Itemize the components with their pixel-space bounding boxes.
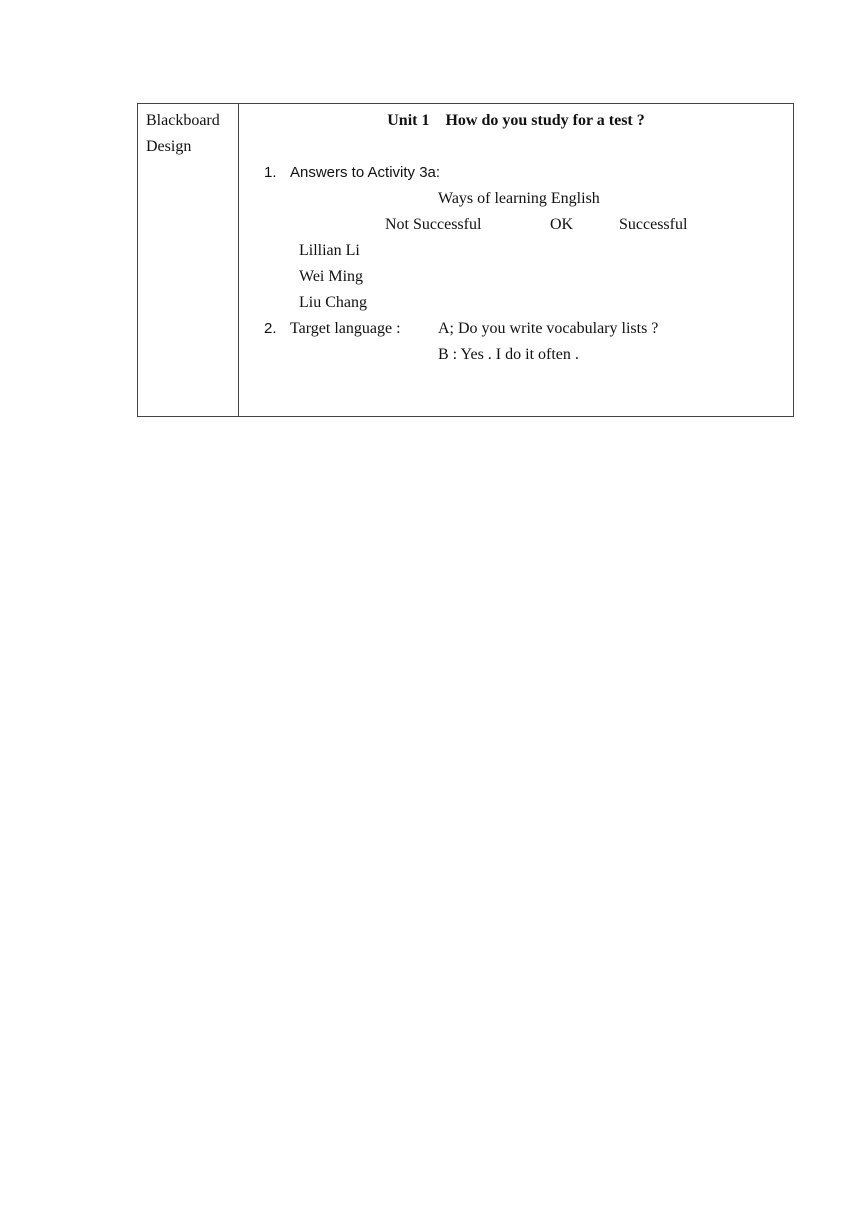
ways-of-learning-subtitle: Ways of learning English bbox=[438, 190, 600, 207]
column-not-successful: Not Successful bbox=[385, 216, 482, 233]
column-successful: Successful bbox=[619, 216, 688, 233]
unit-title: Unit 1 How do you study for a test ? bbox=[387, 112, 645, 129]
student-name: Lillian Li bbox=[299, 242, 360, 259]
board-content-cell bbox=[239, 104, 793, 416]
blackboard-design-table bbox=[137, 103, 794, 417]
row-label-line-1: Blackboard bbox=[146, 112, 220, 129]
dialogue-line-a: A; Do you write vocabulary lists ? bbox=[438, 320, 659, 337]
item-1-number: 1. bbox=[264, 164, 277, 181]
row-label-line-2: Design bbox=[146, 138, 192, 155]
target-language-label: Target language : bbox=[290, 320, 401, 337]
student-name: Liu Chang bbox=[299, 294, 367, 311]
column-ok: OK bbox=[550, 216, 574, 233]
item-1-text: Answers to Activity 3a: bbox=[290, 164, 441, 181]
item-2-number: 2. bbox=[264, 320, 277, 337]
row-label-cell bbox=[138, 104, 239, 416]
dialogue-line-b: B : Yes . I do it often . bbox=[438, 346, 579, 363]
student-name: Wei Ming bbox=[299, 268, 364, 285]
